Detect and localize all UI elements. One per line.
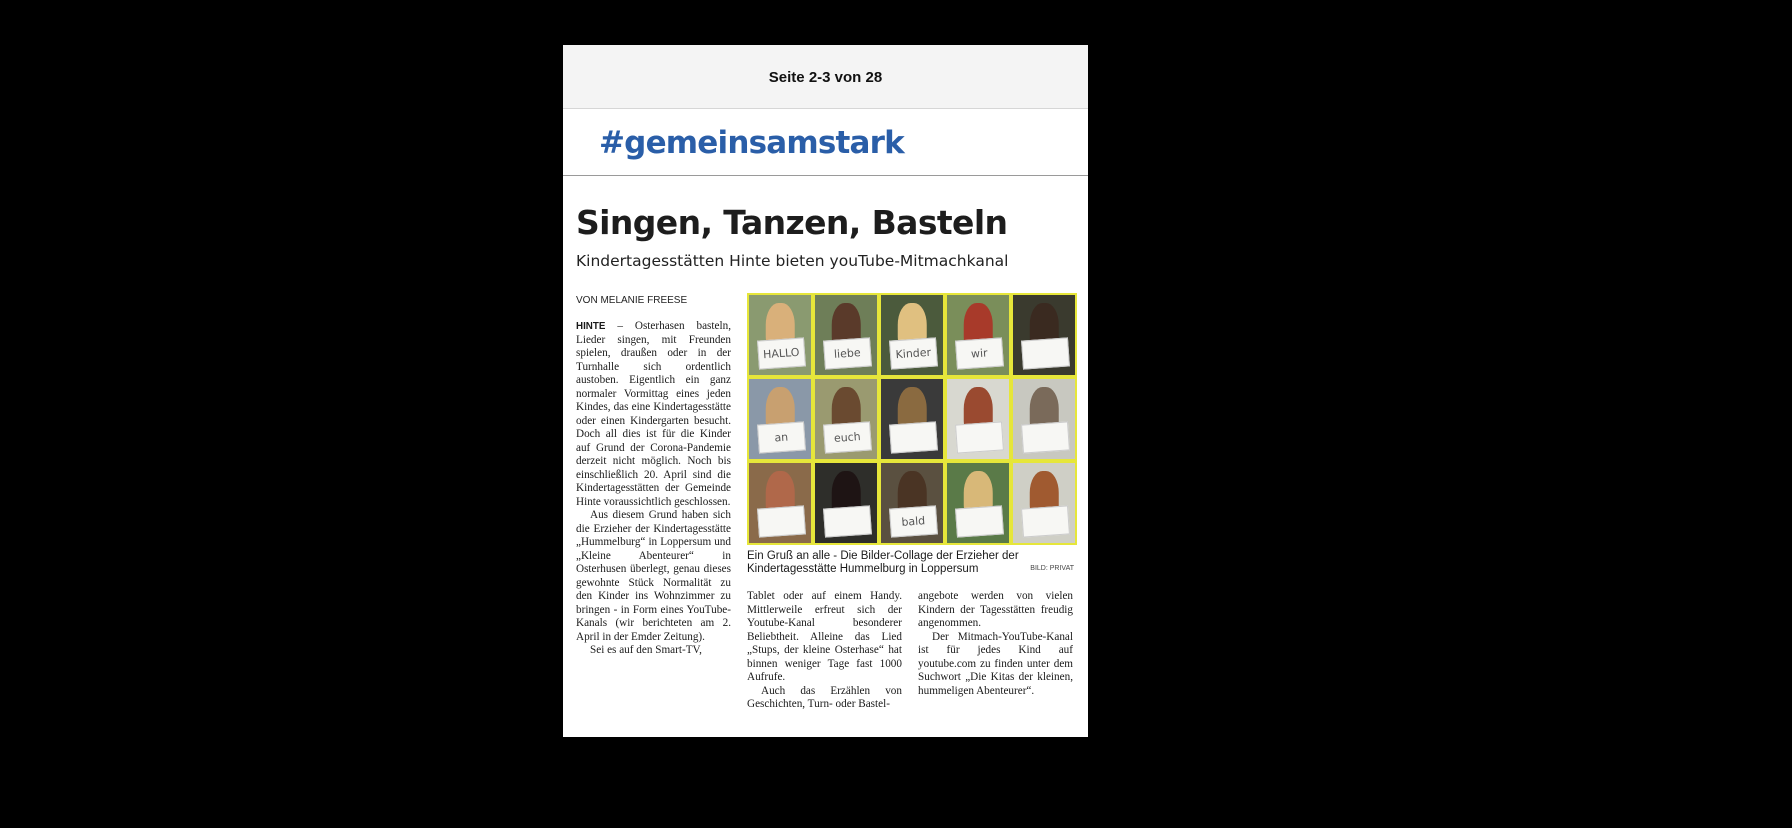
held-sign	[1021, 506, 1070, 538]
collage-photo-tile	[947, 379, 1009, 459]
newspaper-page[interactable]	[563, 109, 1088, 737]
paragraph: Tablet oder auf einem Handy. Mittlerweile erfreut sich der Youtube-Kanal besonderer Beliebtheit. Alleine das Lied „Stups, der kleine Osterhase“ hat binnen weniger Tage fast 1000 Aufrufe.	[747, 590, 902, 683]
held-sign: an	[757, 422, 806, 454]
collage-photo-tile	[1013, 295, 1075, 375]
paragraph: angebote werden von vielen Kindern der Tagesstätten freudig angenommen.	[918, 590, 1073, 629]
collage-photo-tile	[749, 295, 811, 375]
paragraph: Sei es auf den Smart-TV,	[590, 644, 702, 656]
collage-photo-tile	[947, 463, 1009, 543]
collage-photo-tile	[749, 463, 811, 543]
kicker-hashtag: #gemeinsamstark	[599, 125, 904, 161]
held-sign: euch	[823, 422, 872, 454]
photo-caption: Ein Gruß an alle - Die Bilder-Collage der Erzieher der Kindertagesstätte Hummelburg in Loppersum	[747, 550, 1019, 575]
paragraph	[576, 320, 731, 509]
article-column-2	[747, 590, 902, 720]
collage-photo-tile	[815, 379, 877, 459]
collage-photo-tile	[1013, 379, 1075, 459]
paragraph: Auch das Erzählen von Geschichten, Turn- oder Bastel-	[747, 684, 902, 710]
paragraph: Aus diesem Grund haben sich die Erzieher der Kindertagesstätte „Hummelburg“ in Loppersum und „Kleine Abenteurer“ in Osterhusen überlegt, genau dieses gewohnte Stück Normalität zu den Kinder ins Wohnzimmer zu bringen - in Form eines YouTube-Kanals (wir berichteten am 2. April in der Emder Zeitung).	[576, 509, 731, 643]
held-sign	[1021, 338, 1070, 370]
article-column-1	[576, 320, 731, 718]
collage-photo-tile	[749, 379, 811, 459]
held-sign: Kinder	[889, 338, 938, 370]
article-headline: Singen, Tanzen, Basteln	[576, 203, 1008, 242]
collage-photo-tile	[881, 295, 943, 375]
page-indicator: Seite 2-3 von 28	[768, 69, 883, 86]
held-sign	[757, 506, 806, 538]
held-sign	[1021, 422, 1070, 454]
photo-credit: BILD: PRIVAT	[1030, 565, 1074, 572]
collage-photo-tile	[881, 463, 943, 543]
collage-photo-tile	[947, 295, 1009, 375]
held-sign: HALLO	[757, 338, 806, 370]
collage-photo-tile	[815, 463, 877, 543]
held-sign: liebe	[823, 338, 872, 370]
document-viewer	[563, 45, 1088, 737]
kicker-band	[563, 109, 1088, 176]
viewer-toolbar	[563, 45, 1088, 109]
article-column-3	[918, 590, 1073, 720]
paragraph-text: – Osterhasen basteln, Lieder singen, mit Freunden spielen, draußen oder in der Turnhalle sich ordentlich austoben. Eigentlich ein ganz normaler Vormittag eines jeden Kindes, das eine Kindertagesstätte oder einen Kindergarten besucht. Doch all dies ist für die Kinder auf Grund der Corona-Pandemie derzeit nicht möglich. Noch bis einschließlich 20. April sind die Kindertagesstätten der Gemeinde Hinte voraussichtlich geschlossen.	[576, 320, 731, 508]
photo-collage	[747, 293, 1077, 545]
article-subheadline: Kindertagesstätten Hinte bieten youTube-Mitmachkanal	[576, 252, 1009, 270]
collage-photo-tile	[881, 379, 943, 459]
article-byline: VON MELANIE FREESE	[576, 295, 688, 306]
paragraph: Der Mitmach-YouTube-Kanal ist für jedes Kind auf youtube.com zu finden unter dem Suchwort „Die Kitas der kleinen, hummeligen Abenteurer“.	[918, 630, 1073, 697]
held-sign	[823, 506, 872, 538]
held-sign: wir	[955, 338, 1004, 370]
held-sign	[889, 422, 938, 454]
dateline: HINTE	[576, 321, 606, 332]
held-sign: bald	[889, 506, 938, 538]
collage-photo-tile	[1013, 463, 1075, 543]
held-sign	[955, 422, 1004, 454]
held-sign	[955, 506, 1004, 538]
collage-photo-tile	[815, 295, 877, 375]
